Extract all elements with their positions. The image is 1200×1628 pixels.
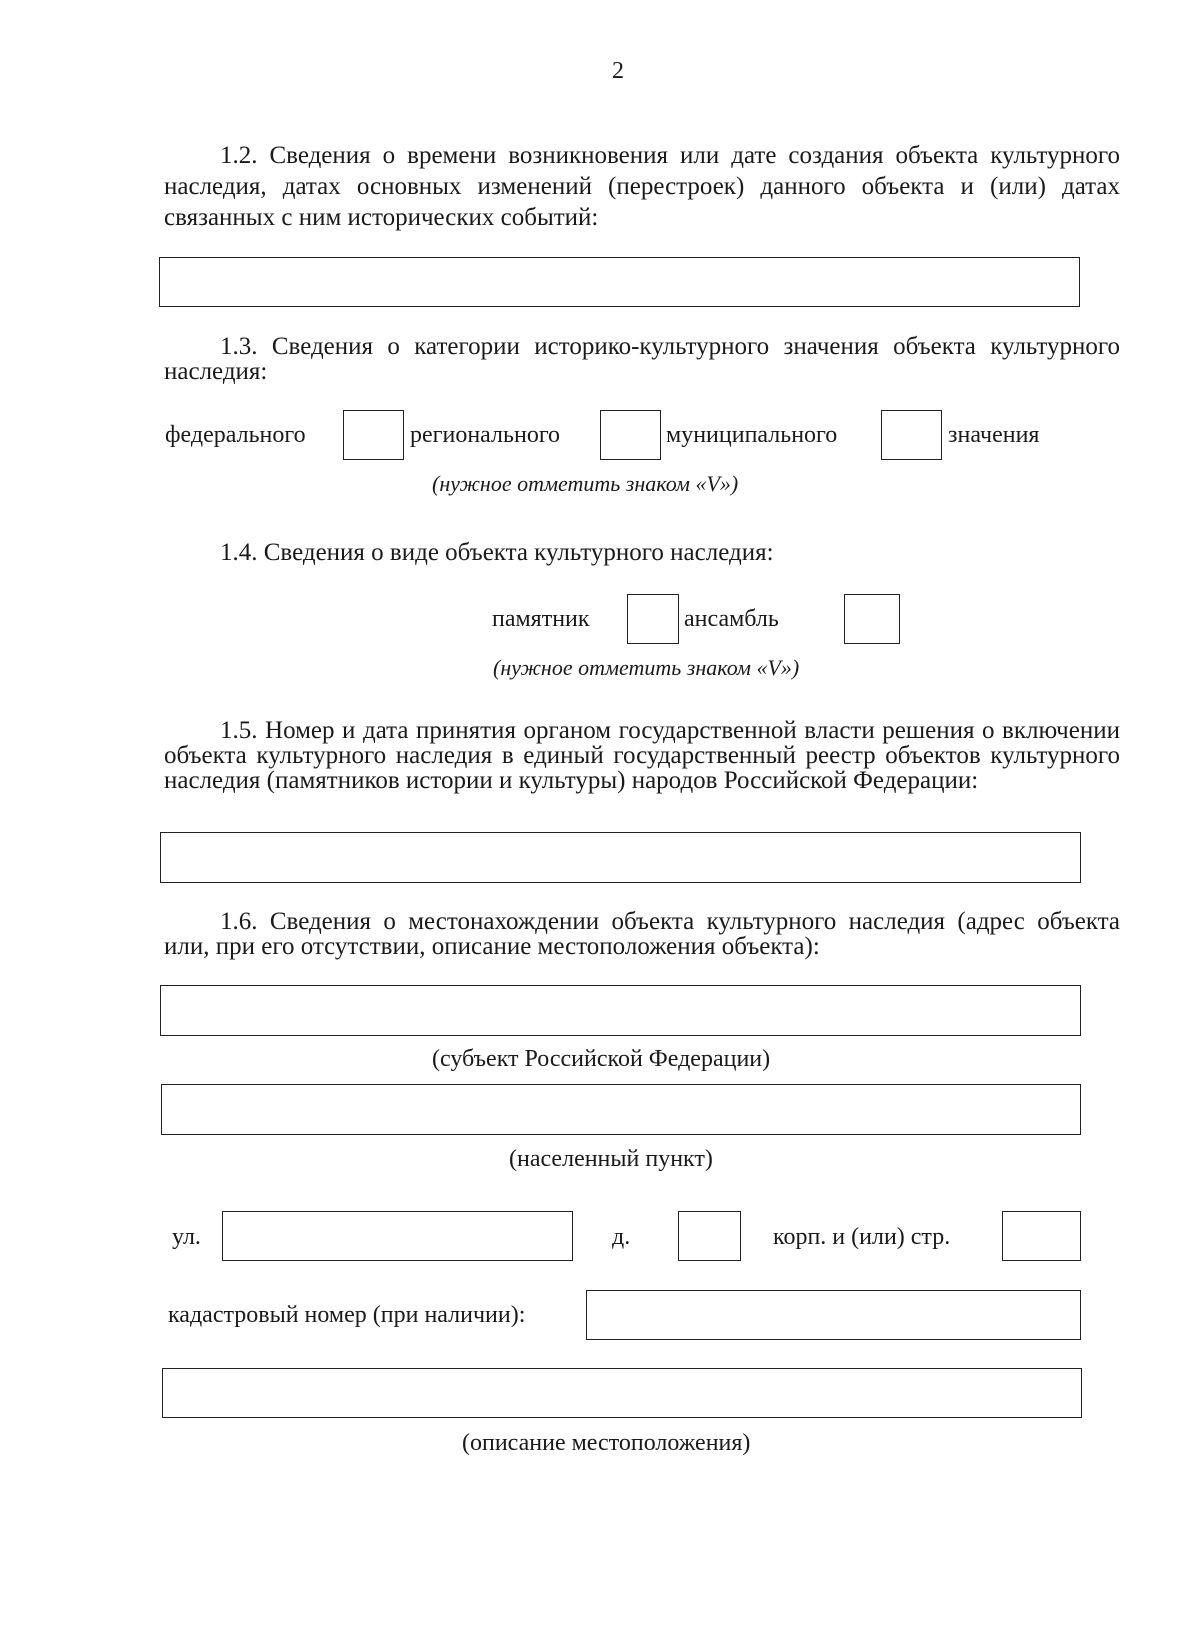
category-municipal-checkbox[interactable]	[881, 410, 942, 460]
cadastral-input[interactable]	[586, 1290, 1081, 1340]
section-1-4-text: 1.4. Сведения о виде объекта культурного наследия:	[220, 539, 774, 566]
category-federal-checkbox[interactable]	[343, 410, 404, 460]
type-ensemble-checkbox[interactable]	[844, 594, 900, 644]
type-ensemble-label: ансамбль	[684, 606, 779, 632]
description-input[interactable]	[162, 1368, 1082, 1418]
category-regional-label: регионального	[410, 422, 561, 448]
subject-caption: (субъект Российской Федерации)	[432, 1046, 771, 1072]
street-label: ул.	[172, 1224, 201, 1250]
section-1-5-text: 1.5. Номер и дата принятия органом государственной власти решения о включении объекта культурного наследия в единый государственный реестр объектов культурного наследия (памятников истории и культуры) народов Российской Федерации:	[164, 717, 1120, 794]
type-monument-label: памятник	[492, 606, 590, 632]
section-1-3-note: (нужное отметить знаком «V»)	[432, 471, 739, 496]
cadastral-label: кадастровый номер (при наличии):	[168, 1302, 526, 1328]
locality-caption: (населенный пункт)	[509, 1146, 713, 1172]
building-input[interactable]	[1002, 1211, 1081, 1261]
category-federal-label: федерального	[165, 422, 306, 448]
section-1-2-text: 1.2. Сведения о времени возникновения или дате создания объекта культурного наследия, датах основных изменений (перестроек) данного объекта и (или) датах связанных с ним исторических событий:	[164, 142, 1120, 231]
type-monument-checkbox[interactable]	[627, 594, 679, 644]
category-regional-checkbox[interactable]	[600, 410, 661, 460]
description-caption: (описание местоположения)	[462, 1430, 751, 1456]
subject-input[interactable]	[160, 985, 1081, 1036]
section-1-2-input[interactable]	[159, 257, 1080, 307]
category-suffix-label: значения	[948, 422, 1040, 448]
section-1-4-note: (нужное отметить знаком «V»)	[493, 655, 800, 680]
section-1-5-input[interactable]	[160, 832, 1081, 883]
building-label: корп. и (или) стр.	[773, 1224, 951, 1250]
street-input[interactable]	[222, 1211, 573, 1261]
section-1-6-text: 1.6. Сведения о местонахождении объекта культурного наследия (адрес объекта или, при его отсутствии, описание местоположения объекта):	[164, 908, 1120, 960]
locality-input[interactable]	[161, 1084, 1081, 1135]
category-municipal-label: муниципального	[666, 422, 838, 448]
house-input[interactable]	[678, 1211, 741, 1261]
page-number: 2	[612, 58, 624, 84]
section-1-3-text: 1.3. Сведения о категории историко-культурного значения объекта культурного наследия:	[164, 333, 1120, 385]
house-label: д.	[612, 1224, 631, 1250]
